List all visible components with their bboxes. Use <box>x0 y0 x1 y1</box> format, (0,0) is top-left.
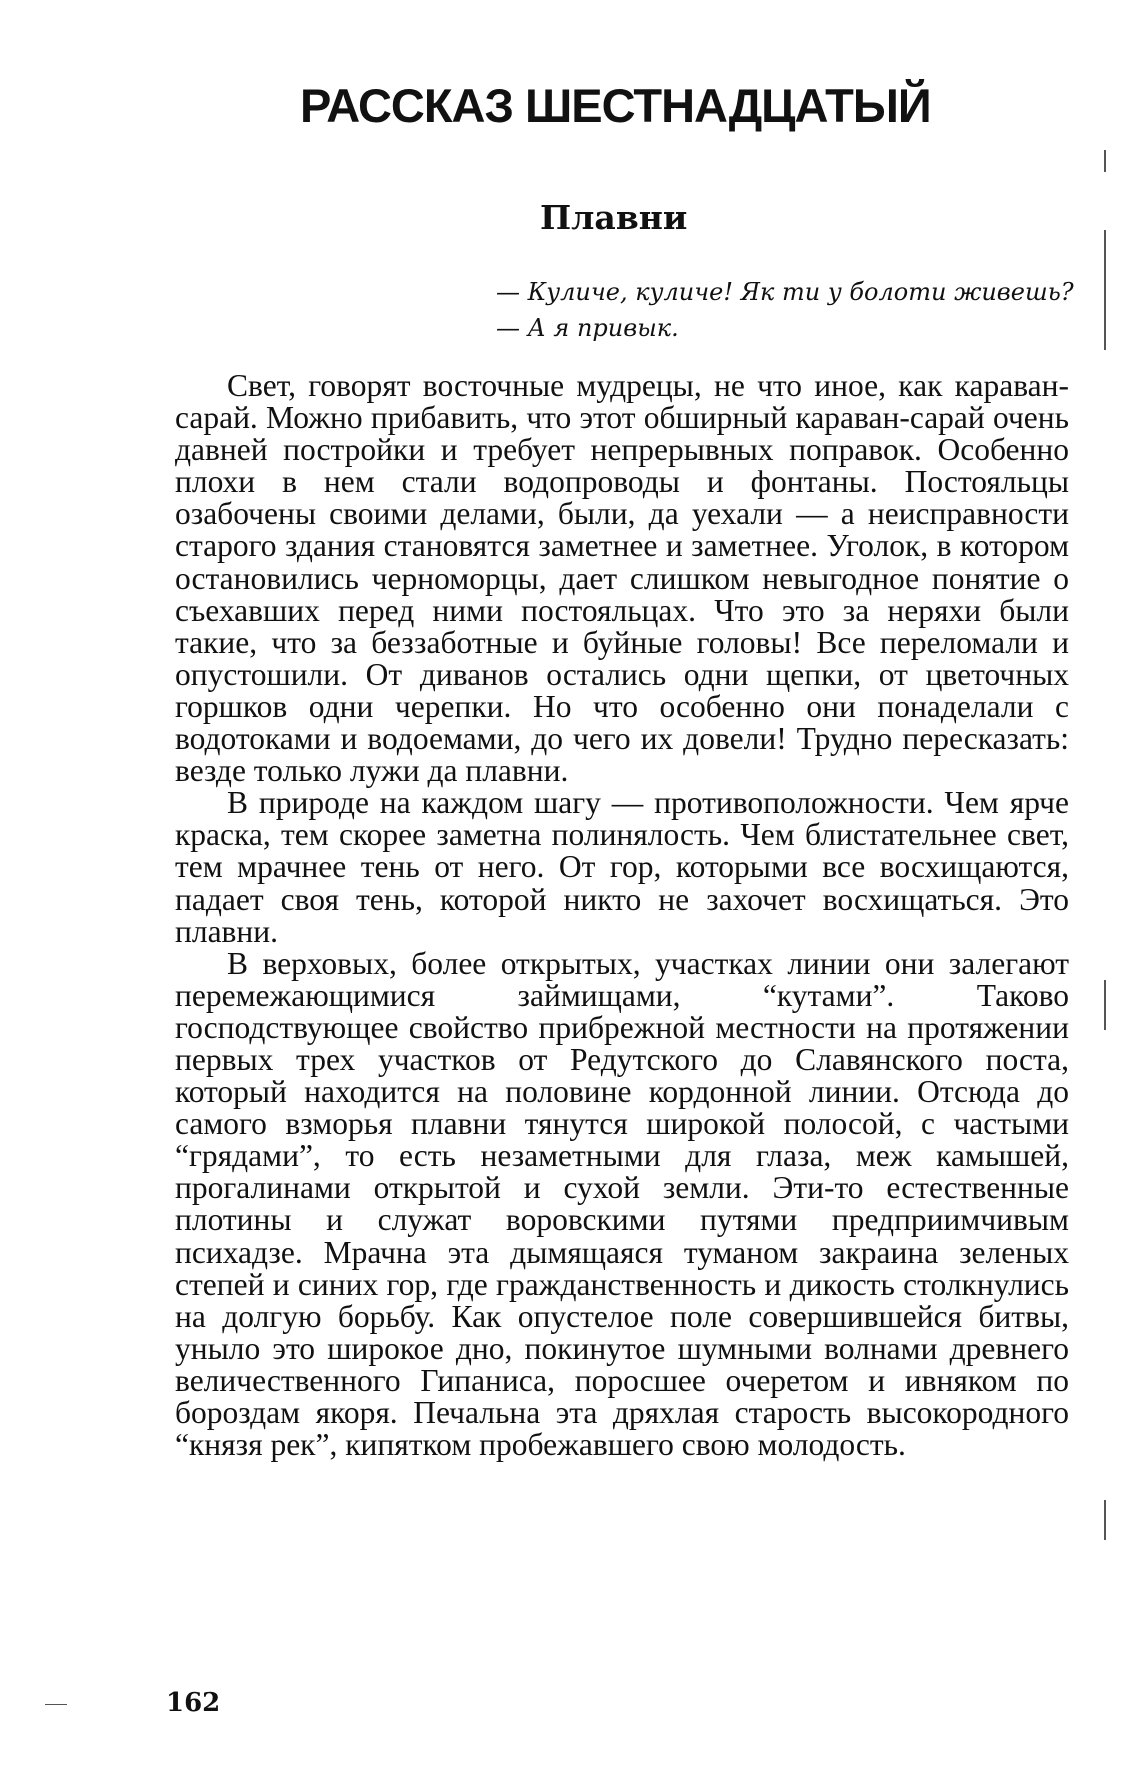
chapter-heading: РАССКАЗ ШЕСТНАДЦАТЫЙ <box>300 79 931 132</box>
paragraph: Свет, говорят восточные мудрецы, не что иное, как караван-сарай. Можно прибавить, что этот обширный караван-сарай очень давней постройки и требует непрерывных поправок. Особенно плохи в нем стали водопроводы и фонтаны. Постояльцы озабочены своими делами, были, да уехали — а неисправности старого здания становятся заметнее и заметнее. Уголок, в котором остановились черноморцы, дает слишком невыгодное понятие о съехавших перед ними постояльцах. Что это за неряхи были такие, что за беззаботные и буйные головы! Все переломали и опустошили. От диванов остались одни щепки, от цветочных горшков одни черепки. Но что особенно они понаделали с водотоками и водоемами, до чего их довели! Трудно пересказать: везде только лужи да плавни. <box>175 368 1069 789</box>
paragraph: В верховых, более открытых, участках линии они залегают перемежающимися займищами, “кутами”. Таково господствующее свойство прибрежной местности на протяжении первых трех участков от Редутского до Славянского поста, который находится на половине кордонной линии. Отсюда до самого взморья плавни тянутся широкой полосой, с частыми “грядами”, то есть незаметными для глаза, меж камышей, прогалинами открытой и сухой земли. Эти-то естественные плотины и служат воровскими путями предприимчивым психадзе. Мрачна эта дымящаяся туманом закраина зеленых степей и синих гор, где гражданственность и дикость столкнулись на долгую борьбу. Как опустелое поле совершившейся битвы, уныло это широкое дно, покинутое шумными волнами древнего величественного Гипаниса, поросшее очеретом и ивняком по бороздам якоря. Печальна эта дряхлая старость высокородного “князя рек”, кипятком пробежавшего свою молодость. <box>175 945 1069 1463</box>
epigraph-line: — А я привык. <box>496 314 679 342</box>
scan-edge-mark <box>45 1704 67 1705</box>
scan-edge-mark <box>1104 1500 1106 1540</box>
story-title: Плавни <box>540 198 688 237</box>
scan-edge-mark <box>1104 150 1106 172</box>
scan-edge-mark <box>1104 230 1106 350</box>
page-number: 162 <box>166 1688 221 1718</box>
epigraph-line: — Куличе, куличе! Як ти у болоти живешь? <box>496 278 1074 306</box>
paragraph: В природе на каждом шагу — противоположности. Чем ярче краска, тем скорее заметна полинялость. Чем блистательнее свет, тем мрачнее тень от него. От гор, которыми все восхищаются, падает своя тень, которой никто не захочет восхищаться. Это плавни. <box>175 785 1069 949</box>
epigraph <box>496 274 1076 346</box>
scan-edge-mark <box>1104 980 1106 1030</box>
body-text <box>175 370 1069 1461</box>
